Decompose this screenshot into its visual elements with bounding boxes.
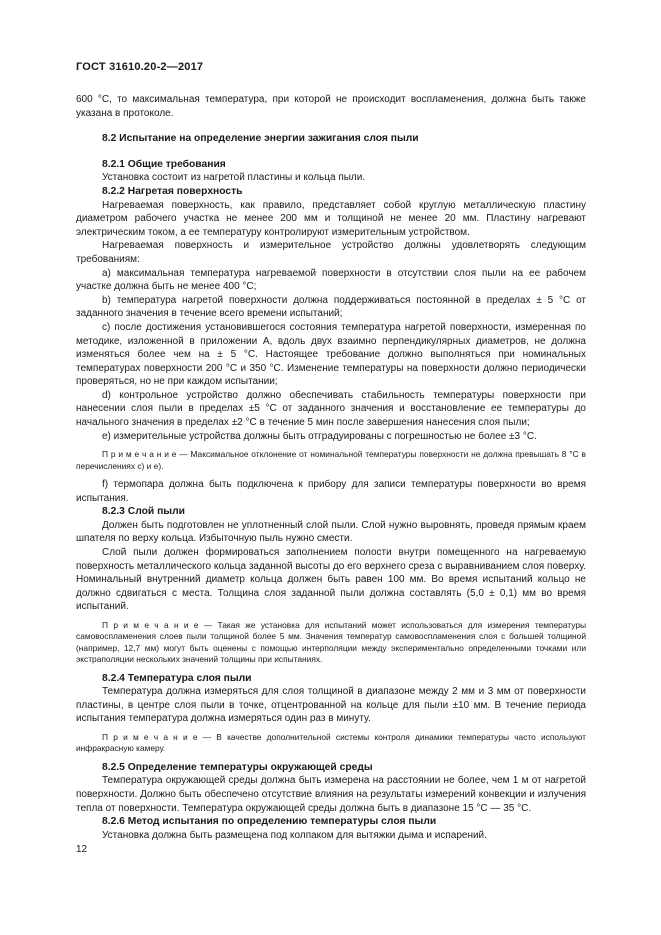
section-heading-8-2-2: 8.2.2 Нагретая поверхность [102,185,243,197]
section-heading-8-2: 8.2 Испытание на определение энергии зажигания слоя пыли [102,133,419,145]
list-item-f: f) термопара должна быть подключена к прибору для записи температуры поверхности во время испытания. [76,479,586,504]
list-item-b: b) температура нагретой поверхности должна поддерживаться постоянной в пределах ± 5 °С от заданного значения в течение всего времени испытаний; [76,294,586,320]
list-item-c: c) после достижения установившегося состояния температура нагретой поверхности, измеренная по методике, изложенной в приложении А, вдоль двух взаимно перпендикулярных диаметров, не должна изменяться более чем на ± 5 °С. Настоящее требование должно выполняться при номинальных температурах поверхности 200 °С и 350 °С. Изменение температуры на поверхности должно периодически проверяться, но не при каждом испытании; [76,321,586,388]
paragraph: Температура окружающей среды должна быть измерена на расстоянии не более, чем 1 м от нагретой поверхности. Должно быть обеспечено отсутствие влияния на результаты измерений конвекции и излучения тепла от поверхности. Температура окружающей среды должна быть в диапазоне 15 °С — 35 °С. [76,775,586,814]
paragraph: Установка должна быть размещена под колпаком для вытяжки дыма и испарений. [102,829,487,841]
section-heading-8-2-6: 8.2.6 Метод испытания по определению температуры слоя пыли [102,816,437,828]
list-item-a: а) максимальная температура нагреваемой поверхности в отсутствии слоя пыли на ее рабочем участке должна быть не менее 400 °С; [76,267,586,293]
document-header: ГОСТ 31610.20-2—2017 [76,61,204,73]
paragraph: Нагреваемая поверхность, как правило, представляет собой круглую металлическую пластину диаметром рабочего участка не менее 200 мм и толщиной не менее 20 мм. Пластину нагревают электрическим током, а ее температуру контролируют измерительным устройством. [76,199,586,238]
paragraph: Установка состоит из нагретой пластины и кольца пыли. [102,172,366,184]
paragraph: Нагреваемая поверхность и измерительное устройство должны удовлетворять следующим требованиям: [76,240,586,265]
note: П р и м е ч а н и е — В качестве дополнительной системы контроля динамики температуры часто используют инфракрасную камеру. [76,732,586,754]
list-item-e: е) измерительные устройства должны быть отградуированы с погрешностью не более ±3 °С. [102,430,537,442]
page-body [76,93,586,842]
section-heading-8-2-4: 8.2.4 Температура слоя пыли [102,672,252,684]
note: П р и м е ч а н и е — Максимальное отклонение от номинальной температуры поверхности не должна превышать 8 °С в перечислениях с) и е). [76,449,586,471]
page-number: 12 [76,844,88,855]
paragraph: 600 °С, то максимальная температура, при которой не происходит воспламенения, должна быть также указана в протоколе. [76,94,586,119]
paragraph: Температура должна измеряться для слоя толщиной в диапазоне между 2 мм и 3 мм от поверхности пластины, в центре слоя пыли в точке, отцентрованной на кольце для пыли ±10 мм. В течение периода испытания температура должна измеряться один раз в минуту. [76,686,586,725]
section-heading-8-2-5: 8.2.5 Определение температуры окружающей среды [102,761,373,773]
paragraph: Слой пыли должен формироваться заполнением полости внутри помещенного на нагреваемую поверхность металлического кольца заданной высоты до его верхнего среза с выравниванием слоя поверху. Номинальный внутренний диаметр кольца должен быть равен 100 мм. Во время испытаний кольцо не должно сдвигаться с места. Толщина слоя заданной пыли должна составлять (5,0 ± 0,1) мм во время испытаний. [76,547,586,613]
paragraph: Должен быть подготовлен не уплотненный слой пыли. Слой нужно выровнять, проведя прямым краем шпателя по верху кольца. Избыточную пыль нужно смести. [76,519,586,545]
section-heading-8-2-3: 8.2.3 Слой пыли [102,506,185,518]
note: П р и м е ч а н и е — Такая же установка для испытаний может использоваться для измерения температуры самовоспламенения слоев пыли толщиной более 5 мм. Значения температур самовоспламенения слоя с большей толщиной (например, 12,7 мм) могут быть оценены с помощью интерполяции между экспериментально определенными точками или экстраполяции нескольких значений толщины при испытаниях. [76,620,586,665]
section-heading-8-2-1: 8.2.1 Общие требования [102,158,226,170]
list-item-d: d) контрольное устройство должно обеспечивать стабильность температуры поверхности при нанесении слоя пыли в пределах ±5 °С от заданного значения и восстановление ее температуры до начального значения в пределах ±2 °С в течение 5 мин после завершения нанесения слоя пыли; [76,389,586,429]
